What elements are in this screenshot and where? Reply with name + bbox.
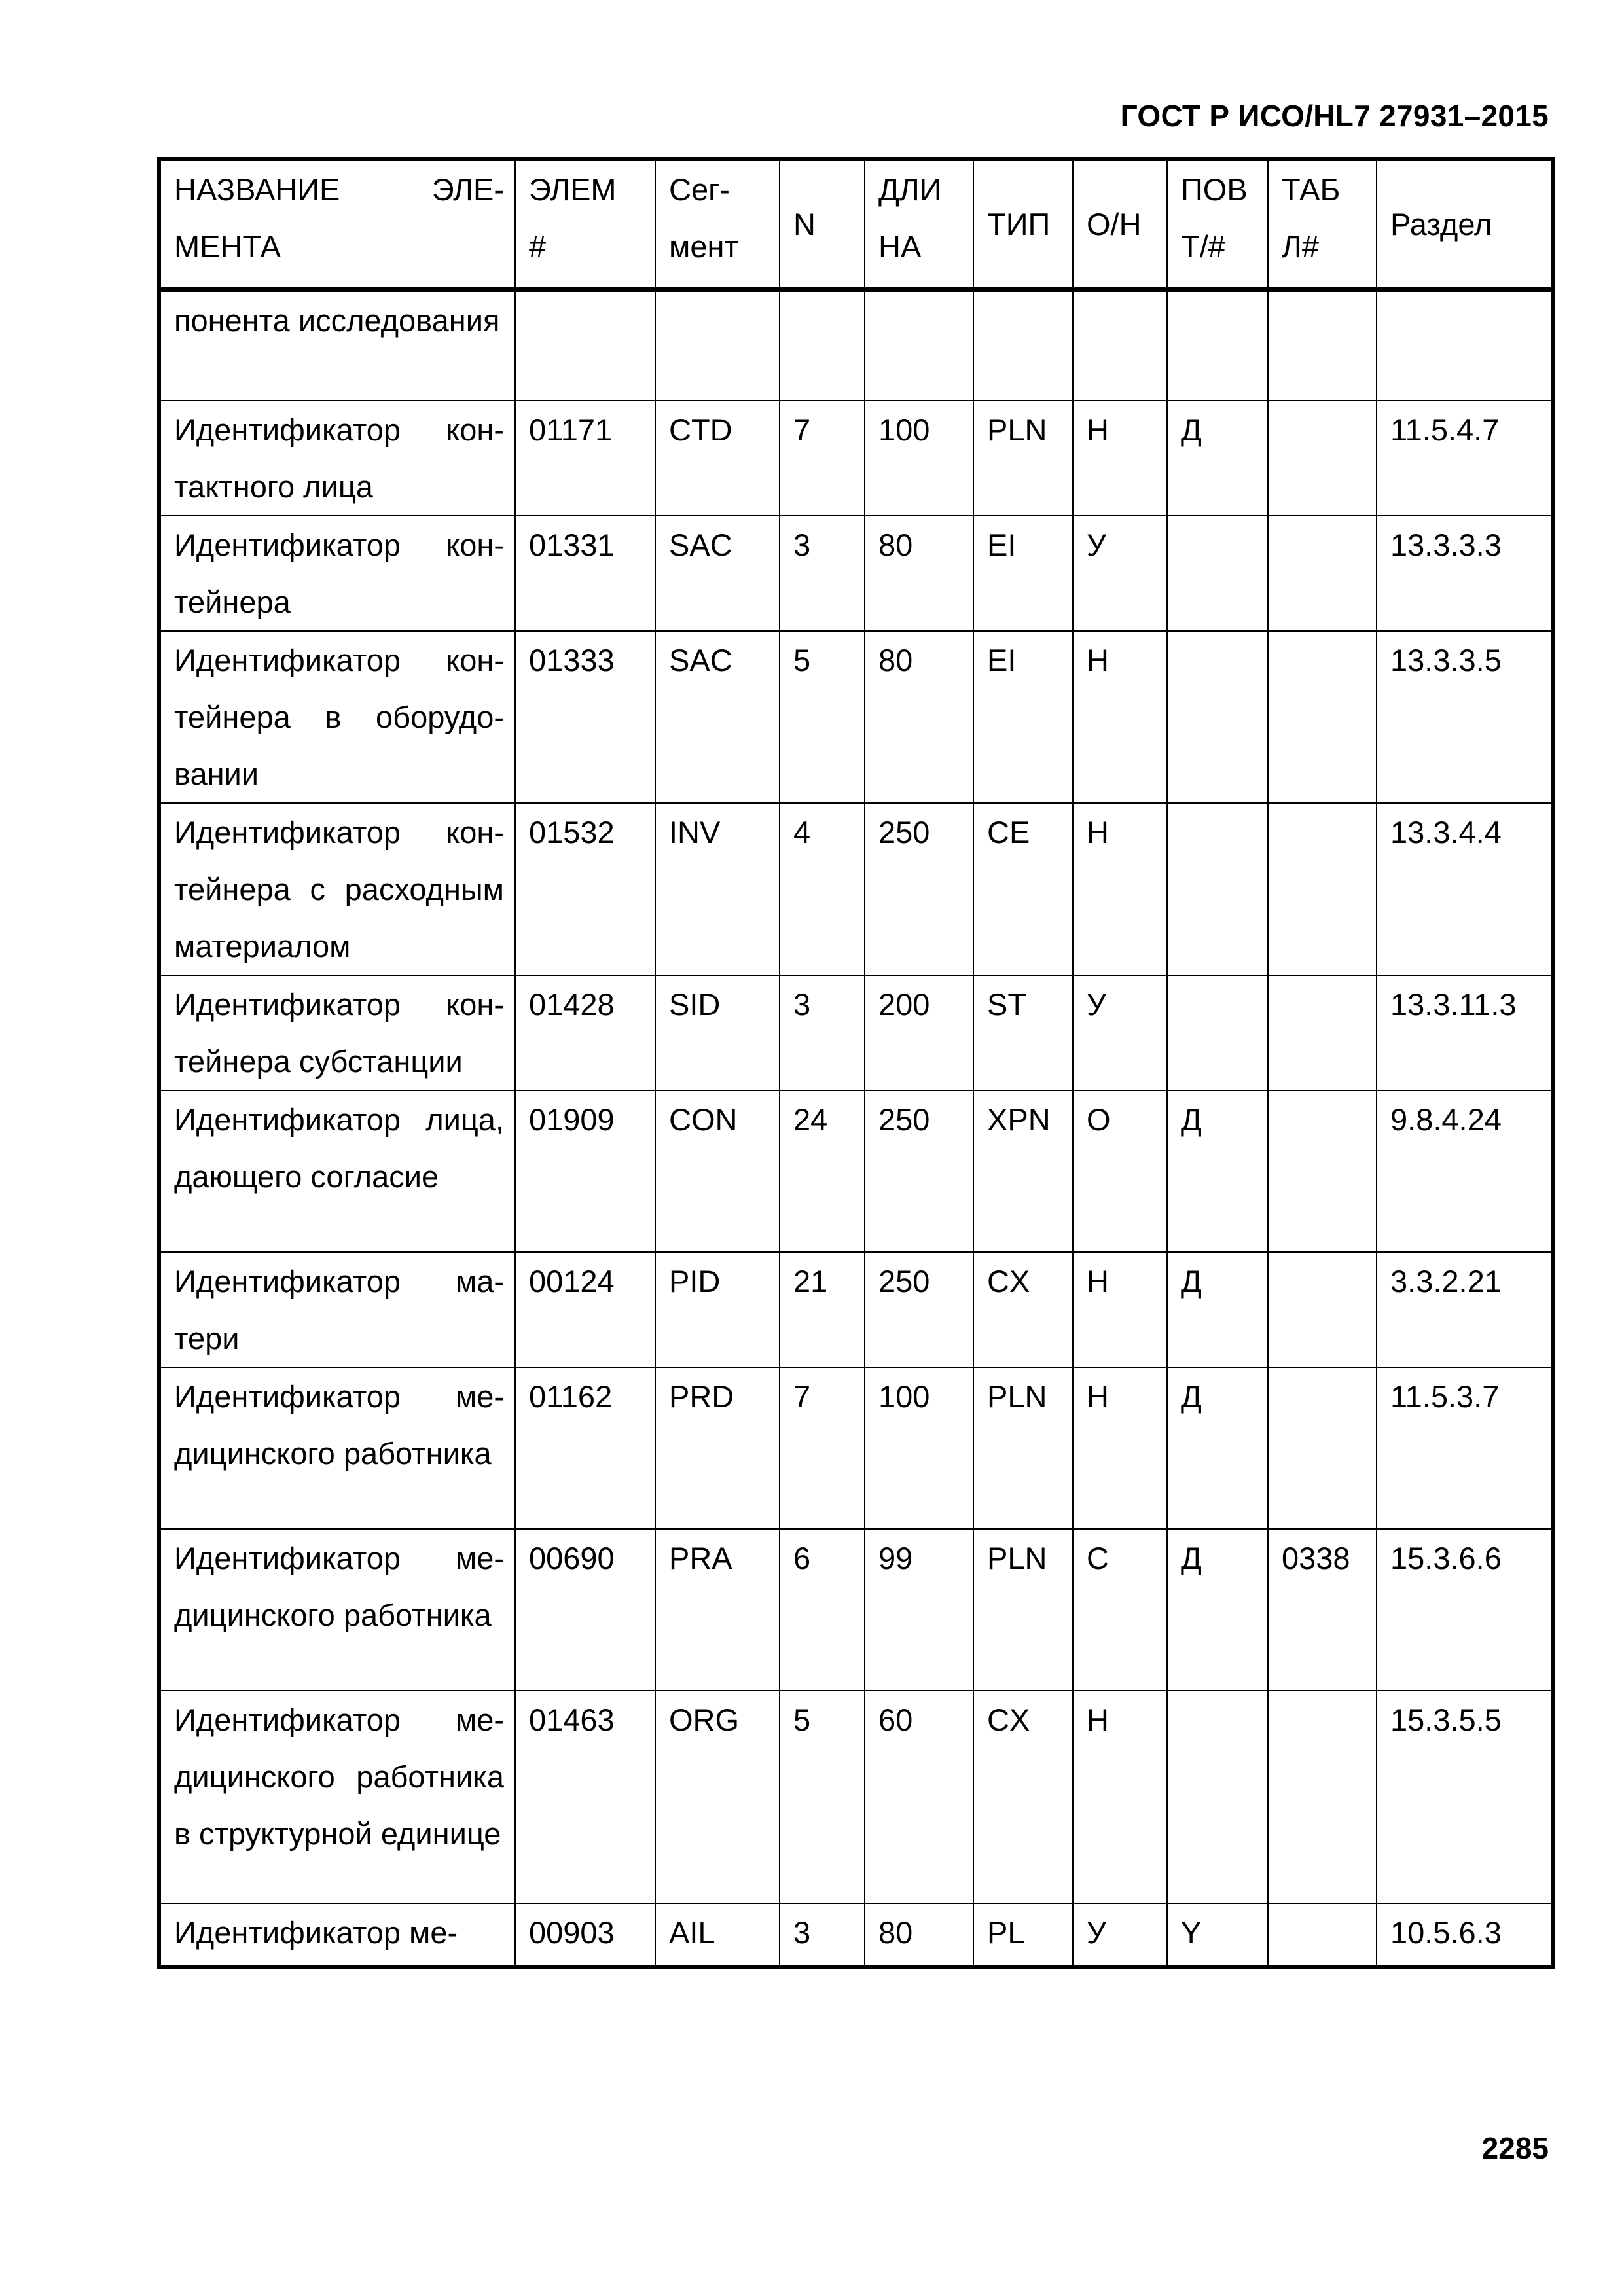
element-number-cell: 01171 bbox=[515, 401, 655, 516]
repeat-cell bbox=[1167, 516, 1268, 631]
repeat-cell bbox=[1167, 631, 1268, 803]
segment-cell: PID bbox=[655, 1252, 780, 1367]
repeat-cell: Д bbox=[1167, 1367, 1268, 1529]
element-number-cell: 01162 bbox=[515, 1367, 655, 1529]
length-cell bbox=[865, 290, 973, 401]
col-header-line1: Раздел bbox=[1390, 207, 1492, 242]
length-cell: 99 bbox=[865, 1529, 973, 1691]
repeat-cell: Д bbox=[1167, 401, 1268, 516]
col-header-line1: ТИП bbox=[987, 207, 1051, 242]
repeat-cell: Д bbox=[1167, 1529, 1268, 1691]
page-number: 2285 bbox=[1481, 2131, 1549, 2165]
element-name-cell: Идентификатор матери bbox=[159, 1252, 515, 1367]
table-row bbox=[159, 290, 1553, 401]
length-cell: 200 bbox=[865, 975, 973, 1090]
segment-cell: ORG bbox=[655, 1691, 780, 1903]
length-cell: 100 bbox=[865, 401, 973, 516]
n-cell: 21 bbox=[780, 1252, 865, 1367]
table-number-cell bbox=[1268, 401, 1377, 516]
table-row bbox=[159, 631, 1553, 803]
repeat-cell bbox=[1167, 290, 1268, 401]
n-cell: 7 bbox=[780, 1367, 865, 1529]
col-header-line2: Л# bbox=[1282, 229, 1319, 264]
section-cell bbox=[1377, 290, 1553, 401]
section-cell: 13.3.11.3 bbox=[1377, 975, 1553, 1090]
segment-cell: SAC bbox=[655, 516, 780, 631]
element-name-cell: понента исследования bbox=[159, 290, 515, 401]
table-row bbox=[159, 516, 1553, 631]
col-header-line1: ТАБ bbox=[1282, 172, 1341, 207]
length-cell: 80 bbox=[865, 1903, 973, 1967]
n-cell: 4 bbox=[780, 803, 865, 975]
element-name-cell: Идентификатор лица, дающего согласие bbox=[159, 1090, 515, 1252]
table-body bbox=[159, 290, 1553, 1967]
section-cell: 11.5.4.7 bbox=[1377, 401, 1553, 516]
col-header-line1: ЭЛЕМ bbox=[529, 172, 617, 207]
optionality-cell: У bbox=[1073, 516, 1167, 631]
segment-cell bbox=[655, 290, 780, 401]
table-number-cell bbox=[1268, 975, 1377, 1090]
col-header-line2: МЕНТА bbox=[174, 229, 281, 264]
section-cell: 13.3.3.3 bbox=[1377, 516, 1553, 631]
section-cell: 9.8.4.24 bbox=[1377, 1090, 1553, 1252]
col-header-length bbox=[865, 159, 973, 290]
section-cell: 15.3.6.6 bbox=[1377, 1529, 1553, 1691]
segment-cell: CTD bbox=[655, 401, 780, 516]
type-cell: XPN bbox=[973, 1090, 1073, 1252]
element-number-cell: 01331 bbox=[515, 516, 655, 631]
table-header bbox=[159, 159, 1553, 290]
col-header-repeat bbox=[1167, 159, 1268, 290]
section-cell: 11.5.3.7 bbox=[1377, 1367, 1553, 1529]
element-name-cell: Идентификатор ме- bbox=[159, 1903, 515, 1967]
n-cell: 3 bbox=[780, 1903, 865, 1967]
type-cell: EI bbox=[973, 516, 1073, 631]
table-row bbox=[159, 1903, 1553, 1967]
segment-cell: SID bbox=[655, 975, 780, 1090]
col-header-elem bbox=[515, 159, 655, 290]
col-header-name bbox=[159, 159, 515, 290]
segment-cell: CON bbox=[655, 1090, 780, 1252]
optionality-cell: О bbox=[1073, 1090, 1167, 1252]
col-header-line2: НА bbox=[878, 229, 922, 264]
element-number-cell: 01909 bbox=[515, 1090, 655, 1252]
element-number-cell bbox=[515, 290, 655, 401]
document-code: ГОСТ Р ИСО/HL7 27931–2015 bbox=[1120, 99, 1549, 133]
element-number-cell: 01532 bbox=[515, 803, 655, 975]
section-cell: 3.3.2.21 bbox=[1377, 1252, 1553, 1367]
element-number-cell: 00690 bbox=[515, 1529, 655, 1691]
type-cell: PLN bbox=[973, 1367, 1073, 1529]
col-header-line2: Т/# bbox=[1181, 229, 1225, 264]
section-cell: 13.3.3.5 bbox=[1377, 631, 1553, 803]
n-cell: 6 bbox=[780, 1529, 865, 1691]
col-header-section bbox=[1377, 159, 1553, 290]
optionality-cell: С bbox=[1073, 1529, 1167, 1691]
segment-cell: INV bbox=[655, 803, 780, 975]
n-cell: 24 bbox=[780, 1090, 865, 1252]
table-number-cell bbox=[1268, 290, 1377, 401]
length-cell: 80 bbox=[865, 516, 973, 631]
optionality-cell: Н bbox=[1073, 1252, 1167, 1367]
optionality-cell: Н bbox=[1073, 401, 1167, 516]
table-number-cell bbox=[1268, 1090, 1377, 1252]
col-header-line1: N bbox=[793, 207, 816, 242]
col-header-line1: Сег- bbox=[669, 172, 730, 207]
col-header-segment bbox=[655, 159, 780, 290]
n-cell: 3 bbox=[780, 975, 865, 1090]
col-header-table bbox=[1268, 159, 1377, 290]
col-header-line1: ДЛИ bbox=[878, 172, 942, 207]
element-name-cell: Идентификатор медицинского работника bbox=[159, 1529, 515, 1691]
table-number-cell bbox=[1268, 803, 1377, 975]
optionality-cell: Н bbox=[1073, 803, 1167, 975]
segment-cell: AIL bbox=[655, 1903, 780, 1967]
n-cell: 5 bbox=[780, 1691, 865, 1903]
optionality-cell: У bbox=[1073, 975, 1167, 1090]
type-cell bbox=[973, 290, 1073, 401]
element-number-cell: 00124 bbox=[515, 1252, 655, 1367]
element-name-cell: Идентификатор контактного лица bbox=[159, 401, 515, 516]
length-cell: 60 bbox=[865, 1691, 973, 1903]
table-row bbox=[159, 975, 1553, 1090]
type-cell: PLN bbox=[973, 1529, 1073, 1691]
repeat-cell bbox=[1167, 1691, 1268, 1903]
col-header-line2: мент bbox=[669, 229, 738, 264]
element-number-cell: 01428 bbox=[515, 975, 655, 1090]
n-cell bbox=[780, 290, 865, 401]
n-cell: 5 bbox=[780, 631, 865, 803]
segment-cell: PRD bbox=[655, 1367, 780, 1529]
optionality-cell: У bbox=[1073, 1903, 1167, 1967]
element-name-cell: Идентификатор контейнера bbox=[159, 516, 515, 631]
n-cell: 7 bbox=[780, 401, 865, 516]
type-cell: ST bbox=[973, 975, 1073, 1090]
header-row bbox=[159, 159, 1553, 290]
section-cell: 13.3.4.4 bbox=[1377, 803, 1553, 975]
table-row bbox=[159, 1529, 1553, 1691]
section-cell: 10.5.6.3 bbox=[1377, 1903, 1553, 1967]
repeat-cell: Д bbox=[1167, 1252, 1268, 1367]
length-cell: 250 bbox=[865, 1090, 973, 1252]
optionality-cell: Н bbox=[1073, 631, 1167, 803]
col-header-type bbox=[973, 159, 1073, 290]
table-number-cell bbox=[1268, 1367, 1377, 1529]
table-row bbox=[159, 1252, 1553, 1367]
element-name-cell: Идентификатор контейнера субстанции bbox=[159, 975, 515, 1090]
elements-table bbox=[157, 157, 1555, 1969]
repeat-cell: Д bbox=[1167, 1090, 1268, 1252]
table-row bbox=[159, 1691, 1553, 1903]
element-name-cell: Идентификатор медицинского работника в структурной единице bbox=[159, 1691, 515, 1903]
col-header-line2: # bbox=[529, 229, 547, 264]
repeat-cell: Y bbox=[1167, 1903, 1268, 1967]
col-header-n bbox=[780, 159, 865, 290]
table-row bbox=[159, 803, 1553, 975]
table-number-cell bbox=[1268, 516, 1377, 631]
segment-cell: SAC bbox=[655, 631, 780, 803]
col-header-line1: О/Н bbox=[1087, 207, 1142, 242]
optionality-cell bbox=[1073, 290, 1167, 401]
table-number-cell bbox=[1268, 1903, 1377, 1967]
element-number-cell: 01463 bbox=[515, 1691, 655, 1903]
type-cell: CX bbox=[973, 1252, 1073, 1367]
optionality-cell: Н bbox=[1073, 1367, 1167, 1529]
element-name-cell: Идентификатор контейнера в оборудовании bbox=[159, 631, 515, 803]
table-row bbox=[159, 401, 1553, 516]
type-cell: PL bbox=[973, 1903, 1073, 1967]
type-cell: CE bbox=[973, 803, 1073, 975]
col-header-line1: ПОВ bbox=[1181, 172, 1248, 207]
length-cell: 80 bbox=[865, 631, 973, 803]
col-header-line1: НАЗВАНИЕ ЭЛЕ- bbox=[174, 172, 504, 207]
element-number-cell: 01333 bbox=[515, 631, 655, 803]
table-row bbox=[159, 1090, 1553, 1252]
repeat-cell bbox=[1167, 975, 1268, 1090]
n-cell: 3 bbox=[780, 516, 865, 631]
table-number-cell bbox=[1268, 1252, 1377, 1367]
optionality-cell: Н bbox=[1073, 1691, 1167, 1903]
element-number-cell: 00903 bbox=[515, 1903, 655, 1967]
type-cell: EI bbox=[973, 631, 1073, 803]
type-cell: PLN bbox=[973, 401, 1073, 516]
element-name-cell: Идентификатор медицинского работника bbox=[159, 1367, 515, 1529]
length-cell: 250 bbox=[865, 1252, 973, 1367]
type-cell: CX bbox=[973, 1691, 1073, 1903]
col-header-optionality bbox=[1073, 159, 1167, 290]
length-cell: 250 bbox=[865, 803, 973, 975]
section-cell: 15.3.5.5 bbox=[1377, 1691, 1553, 1903]
table-number-cell: 0338 bbox=[1268, 1529, 1377, 1691]
table-row bbox=[159, 1367, 1553, 1529]
element-name-cell: Идентификатор контейнера с расходным материалом bbox=[159, 803, 515, 975]
length-cell: 100 bbox=[865, 1367, 973, 1529]
segment-cell: PRA bbox=[655, 1529, 780, 1691]
table-number-cell bbox=[1268, 631, 1377, 803]
table-number-cell bbox=[1268, 1691, 1377, 1903]
repeat-cell bbox=[1167, 803, 1268, 975]
